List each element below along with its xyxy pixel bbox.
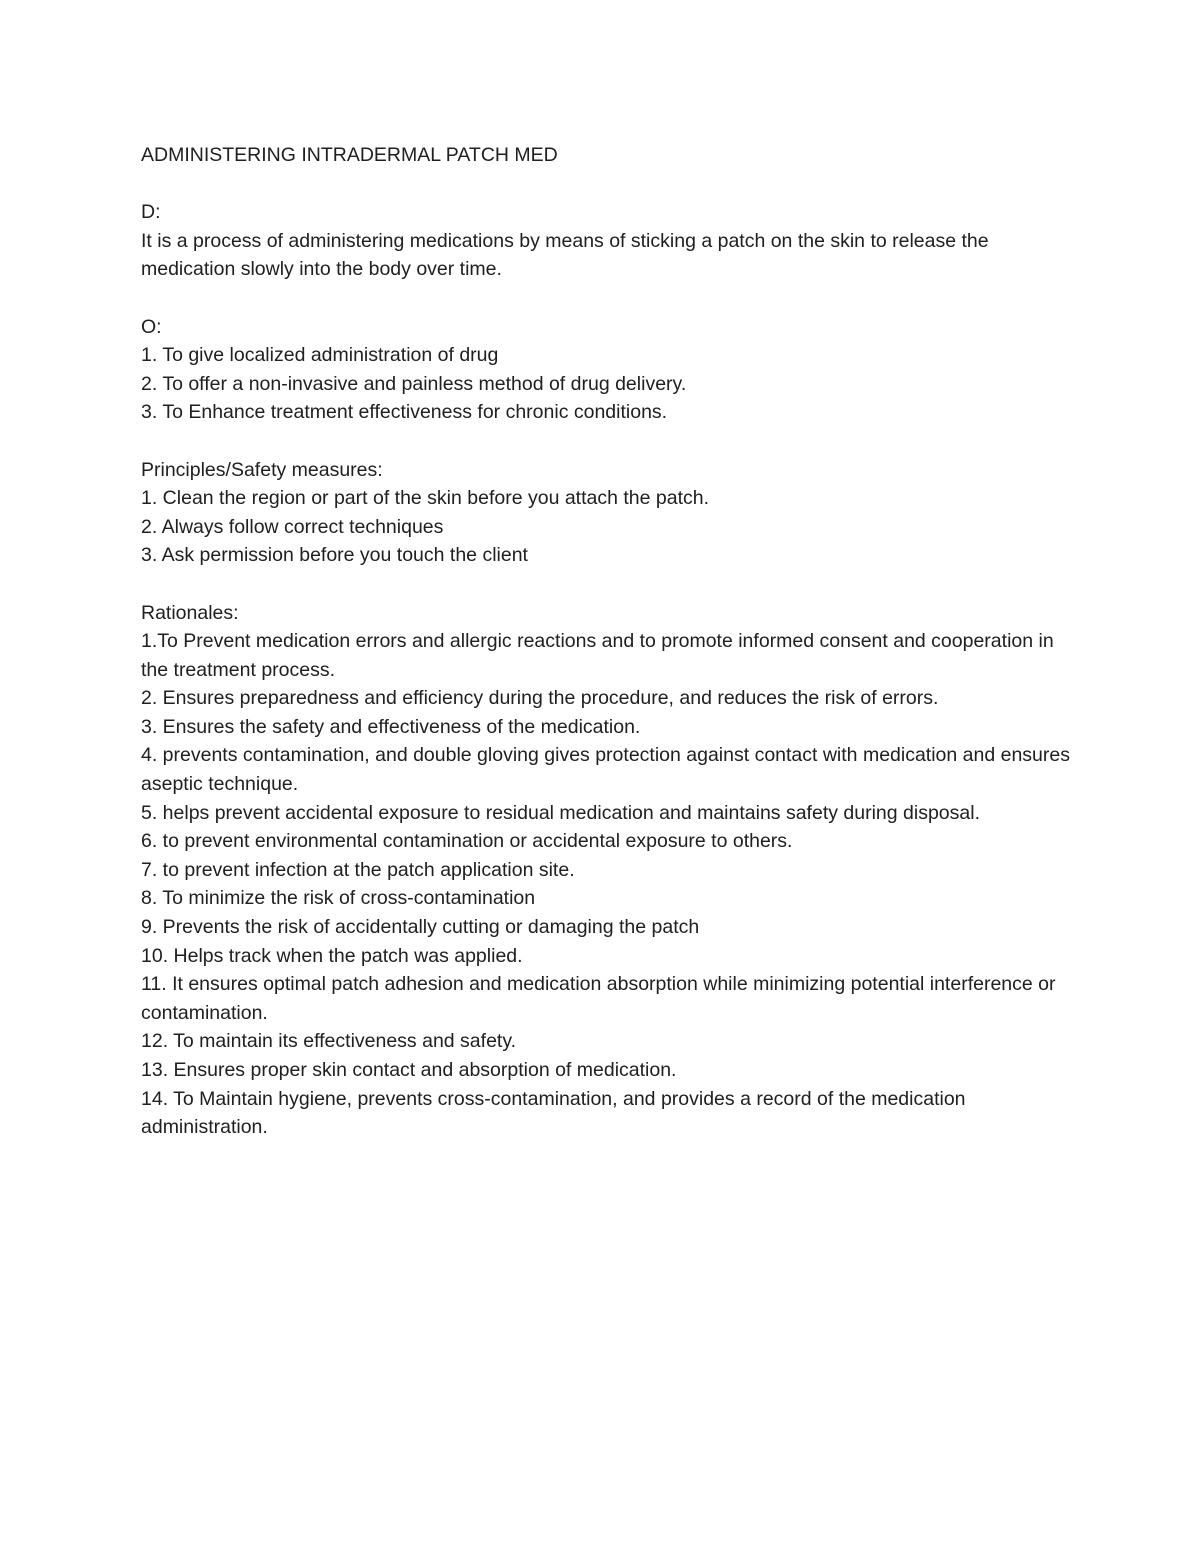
principle-item: 2. Always follow correct techniques (141, 515, 444, 538)
spacer (141, 427, 1071, 456)
spacer (141, 170, 1071, 199)
rationale-item: 1.To Prevent medication errors and allergic reactions and to promote informed consent and cooperation in the treatment process. (141, 630, 1054, 681)
document-title: ADMINISTERING INTRADERMAL PATCH MED (141, 144, 558, 166)
rationale-item: 14. To Maintain hygiene, prevents cross-contamination, and provides a record of the medication administration. (141, 1087, 966, 1139)
principle-item: 3. Ask permission before you touch the client (141, 544, 528, 567)
rationale-item: 12. To maintain its effectiveness and safety. (141, 1030, 517, 1053)
rationale-item: 5. helps prevent accidental exposure to residual medication and maintains safety during disposal. (141, 801, 980, 824)
rationale-item: 3. Ensures the safety and effectiveness of the medication. (141, 715, 641, 738)
rationale-item: 11. It ensures optimal patch adhesion and medication absorption while minimizing potential interference or contamination. (141, 973, 1056, 1024)
document-body (141, 141, 1071, 1142)
definition-text: It is a process of administering medications by means of sticking a patch on the skin to release the medication slowly into the body over time. (141, 229, 989, 281)
spacer (141, 284, 1071, 313)
rationale-item: 7. to prevent infection at the patch application site. (141, 858, 575, 881)
rationale-item: 10. Helps track when the patch was applied. (141, 944, 523, 967)
principles-label: Principles/Safety measures: (141, 458, 383, 481)
definition-label: D: (141, 201, 161, 224)
principle-item: 1. Clean the region or part of the skin before you attach the patch. (141, 487, 710, 510)
objectives-label: O: (141, 315, 162, 338)
rationale-item: 9. Prevents the risk of accidentally cutting or damaging the patch (141, 916, 700, 939)
rationale-item: 8. To minimize the risk of cross-contamination (141, 887, 536, 910)
objective-item: 2. To offer a non-invasive and painless method of drug delivery. (141, 372, 687, 395)
spacer (141, 570, 1071, 599)
rationales-label: Rationales: (141, 601, 239, 624)
objective-item: 3. To Enhance treatment effectiveness for chronic conditions. (141, 401, 668, 424)
rationale-item: 2. Ensures preparedness and efficiency during the procedure, and reduces the risk of errors. (141, 687, 939, 710)
rationale-item: 4. prevents contamination, and double gloving gives protection against contact with medication and ensures aseptic technique. (141, 744, 1070, 796)
rationale-item: 6. to prevent environmental contamination or accidental exposure to others. (141, 830, 793, 853)
objective-item: 1. To give localized administration of drug (141, 344, 499, 367)
rationale-item: 13. Ensures proper skin contact and absorption of medication. (141, 1059, 677, 1081)
